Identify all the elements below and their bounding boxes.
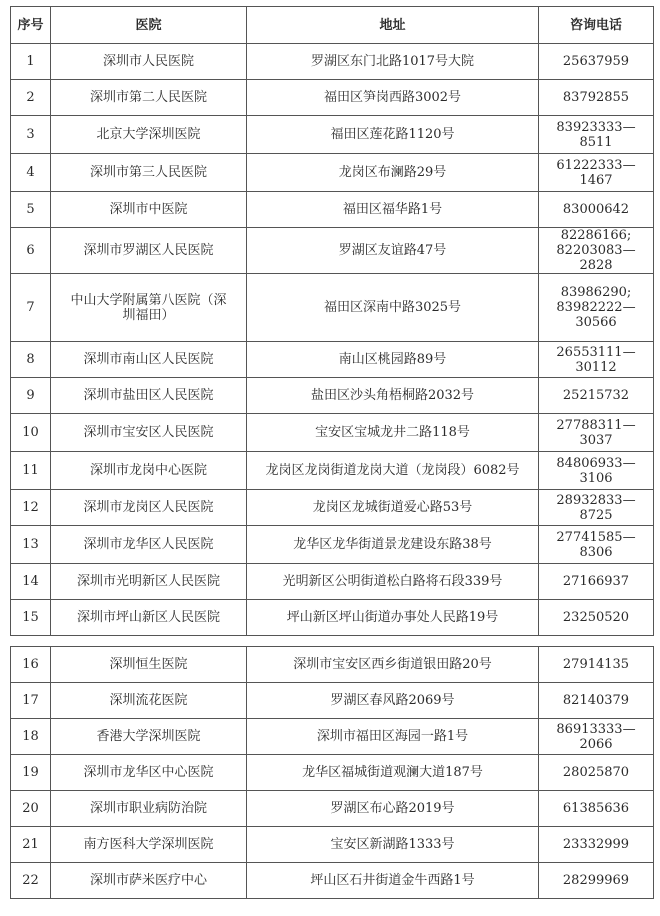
table-header-row [11,7,654,44]
hospital-phone: 83792855 [539,80,654,116]
hospital-phone: 83923333— 8511 [539,116,654,154]
hospital-phone: 82286166; 82203083—2828 [539,228,654,274]
hospital-name: 深圳恒生医院 [51,647,247,683]
hospital-phone: 25215732 [539,378,654,414]
row-number: 17 [11,683,51,719]
row-number: 18 [11,719,51,755]
hospital-phone: 83986290; 83982222— 30566 [539,274,654,342]
row-number: 9 [11,378,51,414]
hospital-address: 福田区福华路1号 [247,192,539,228]
hospital-name: 深圳市萨米医疗中心 [51,863,247,899]
table-row [11,755,654,791]
row-number: 3 [11,116,51,154]
hospital-address: 宝安区新湖路1333号 [247,827,539,863]
hospital-address: 龙岗区龙城街道爱心路53号 [247,490,539,526]
hospital-address: 龙岗区布澜路29号 [247,154,539,192]
hospital-phone: 84806933— 3106 [539,452,654,490]
row-number: 10 [11,414,51,452]
hospital-name: 北京大学深圳医院 [51,116,247,154]
row-number: 7 [11,274,51,342]
hospital-phone: 27788311— 3037 [539,414,654,452]
hospital-name: 深圳流花医院 [51,683,247,719]
row-number: 6 [11,228,51,274]
hospital-name: 深圳市中医院 [51,192,247,228]
header-hospital: 医院 [51,7,247,44]
table-row [11,683,654,719]
table-row [11,564,654,600]
row-number: 12 [11,490,51,526]
row-number: 22 [11,863,51,899]
row-number: 1 [11,44,51,80]
table-row [11,490,654,526]
hospital-name: 深圳市坪山新区人民医院 [51,600,247,636]
table-row [11,647,654,683]
hospital-phone: 25637959 [539,44,654,80]
table-row [11,154,654,192]
header-no: 序号 [11,7,51,44]
hospital-address: 盐田区沙头角梧桐路2032号 [247,378,539,414]
hospital-name: 香港大学深圳医院 [51,719,247,755]
row-number: 2 [11,80,51,116]
hospital-phone: 27166937 [539,564,654,600]
table-row [11,452,654,490]
table-row [11,44,654,80]
table-row [11,80,654,116]
row-number: 13 [11,526,51,564]
table-row [11,228,654,274]
hospital-phone: 26553111— 30112 [539,342,654,378]
table-row [11,719,654,755]
hospital-address: 龙华区福城街道观澜大道187号 [247,755,539,791]
hospital-address: 深圳市宝安区西乡街道银田路20号 [247,647,539,683]
hospital-phone: 28025870 [539,755,654,791]
row-number: 14 [11,564,51,600]
hospital-name: 中山大学附属第八医院（深 圳福田） [51,274,247,342]
hospital-address: 罗湖区春风路2069号 [247,683,539,719]
hospital-address: 福田区深南中路3025号 [247,274,539,342]
hospital-phone: 23332999 [539,827,654,863]
hospital-address: 宝安区宝城龙井二路118号 [247,414,539,452]
header-address: 地址 [247,7,539,44]
row-number: 15 [11,600,51,636]
row-number: 21 [11,827,51,863]
hospital-name: 南方医科大学深圳医院 [51,827,247,863]
table-row [11,192,654,228]
table-row [11,526,654,564]
hospital-address: 坪山新区坪山街道办事处人民路19号 [247,600,539,636]
hospital-address: 深圳市福田区海园一路1号 [247,719,539,755]
hospital-phone: 83000642 [539,192,654,228]
hospital-table-part-1 [10,6,654,636]
row-number: 5 [11,192,51,228]
hospital-name: 深圳市人民医院 [51,44,247,80]
table-row [11,414,654,452]
table-row [11,827,654,863]
hospital-address: 龙岗区龙岗街道龙岗大道（龙岗段）6082号 [247,452,539,490]
hospital-phone: 61222333— 1467 [539,154,654,192]
row-number: 20 [11,791,51,827]
hospital-table-part-2 [10,646,654,899]
hospital-address: 罗湖区东门北路1017号大院 [247,44,539,80]
hospital-address: 坪山区石井街道金牛西路1号 [247,863,539,899]
hospital-address: 罗湖区友谊路47号 [247,228,539,274]
row-number: 16 [11,647,51,683]
hospital-name: 深圳市龙华区人民医院 [51,526,247,564]
hospital-phone: 23250520 [539,600,654,636]
table-row [11,600,654,636]
hospital-name: 深圳市罗湖区人民医院 [51,228,247,274]
hospital-name: 深圳市光明新区人民医院 [51,564,247,600]
hospital-name: 深圳市盐田区人民医院 [51,378,247,414]
row-number: 11 [11,452,51,490]
table-row [11,863,654,899]
hospital-address: 福田区笋岗西路3002号 [247,80,539,116]
hospital-phone: 82140379 [539,683,654,719]
hospital-name: 深圳市职业病防治院 [51,791,247,827]
hospital-name: 深圳市龙华区中心医院 [51,755,247,791]
hospital-phone: 86913333— 2066 [539,719,654,755]
hospital-phone: 28299969 [539,863,654,899]
row-number: 4 [11,154,51,192]
row-number: 19 [11,755,51,791]
table-row [11,274,654,342]
table-row [11,116,654,154]
hospital-address: 福田区莲花路1120号 [247,116,539,154]
table-row [11,378,654,414]
hospital-name: 深圳市宝安区人民医院 [51,414,247,452]
hospital-address: 罗湖区布心路2019号 [247,791,539,827]
row-number: 8 [11,342,51,378]
hospital-address: 龙华区龙华街道景龙建设东路38号 [247,526,539,564]
hospital-name: 深圳市第二人民医院 [51,80,247,116]
hospital-address: 光明新区公明街道松白路将石段339号 [247,564,539,600]
table-row [11,791,654,827]
hospital-address: 南山区桃园路89号 [247,342,539,378]
hospital-name: 深圳市第三人民医院 [51,154,247,192]
hospital-name: 深圳市龙岗区人民医院 [51,490,247,526]
hospital-phone: 61385636 [539,791,654,827]
header-phone: 咨询电话 [539,7,654,44]
table-row [11,342,654,378]
hospital-phone: 28932833— 8725 [539,490,654,526]
hospital-name: 深圳市龙岗中心医院 [51,452,247,490]
hospital-name: 深圳市南山区人民医院 [51,342,247,378]
hospital-phone: 27914135 [539,647,654,683]
hospital-phone: 27741585— 8306 [539,526,654,564]
